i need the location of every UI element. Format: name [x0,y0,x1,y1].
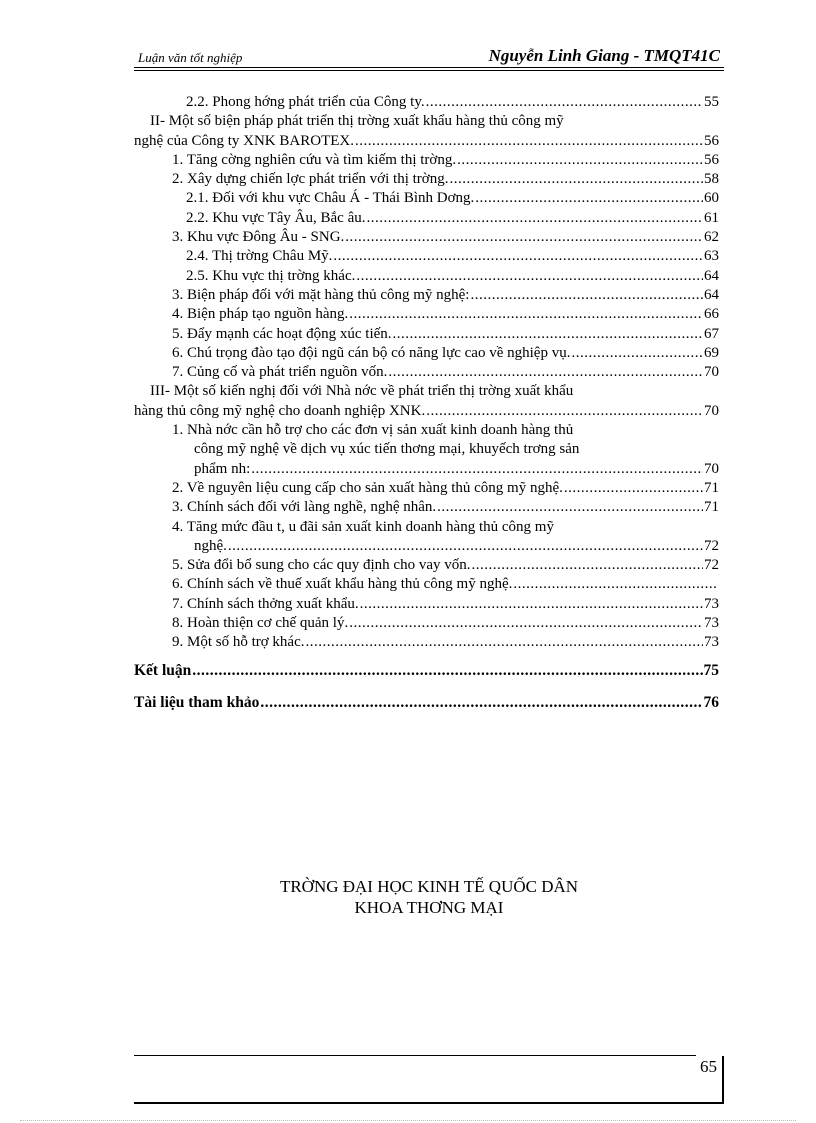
toc-entry-conclusion[interactable]: Kết luận ..... 75 [134,661,719,680]
toc-entry[interactable]: 8. Hoàn thiện cơ chế quản lý. ..... 73 [134,614,719,633]
toc-entry[interactable]: 2.5. Khu vực thị trờng khác. ..... 64 [134,267,719,286]
toc-entry[interactable]: 5. Đẩy mạnh các hoạt động xúc tiến. ..... 67 [134,325,719,344]
toc-entry[interactable]: 2.1. Đối với khu vực Châu Á - Thái Bình Dơng. ..... 60 [134,189,719,208]
toc-entry[interactable]: 2.2. Phong hớng phát triển của Công ty. ..... 55 [134,93,719,112]
toc-entry[interactable]: 6. Chú trọng đào tạo đội ngũ cán bộ có năng lực cao về nghiệp vụ. ..... 69 [134,344,719,363]
toc-entry[interactable]: 2. Xây dựng chiến lợc phát triển với thị trờng. ..... 58 [134,170,719,189]
toc-entry[interactable]: 4. Tăng mức đầu t, u đãi sản xuất kinh doanh hàng thủ công mỹ [172,518,554,535]
header-author: Nguyễn Linh Giang - TMQT41C [488,46,720,65]
toc-entry[interactable]: 2.2. Khu vực Tây Âu, Bắc âu. ..... 61 [134,209,719,228]
toc-entry[interactable]: 5. Sửa đổi bổ sung cho các quy định cho vay vốn. ..... 72 [134,556,719,575]
faculty-name: KHOA THƠNG MẠI [354,898,504,917]
toc-entry-references[interactable]: Tài liệu tham khảo ..... 76 [134,693,719,712]
toc-entry[interactable]: 2.4. Thị trờng Châu Mỹ. ..... 63 [134,247,719,266]
header-rule-double [134,70,724,71]
toc-entry[interactable]: hàng thủ công mỹ nghệ cho doanh nghiệp XNK. ..... 70 [134,402,719,421]
header-thesis-label: Luận văn tốt nghiệp [138,50,243,65]
toc-entry[interactable]: 6. Chính sách về thuế xuất khẩu hàng thủ công mỹ nghệ. ..... [134,575,719,594]
toc-entry[interactable]: 1. Tăng cờng nghiên cứu và tìm kiếm thị trờng. ..... 56 [134,151,719,170]
footer-side-rule [722,1056,724,1104]
toc-entry[interactable]: II- Một số biện pháp phát triển thị trờng xuất khẩu hàng thủ công mỹ [150,113,564,130]
university-name: TRỜNG ĐẠI HỌC KINH TẾ QUỐC DÂN [279,877,579,896]
footer-bottom-rule [134,1102,724,1104]
toc-entry[interactable]: III- Một số kiến nghị đối với Nhà nớc về phát triển thị trờng xuất khẩu [150,383,574,400]
toc-entry[interactable]: nghệ của Công ty XNK BAROTEX. ..... 56 [134,132,719,151]
toc-entry[interactable]: phẩm nh: ..... 70 [134,460,719,479]
toc-entry[interactable]: 3. Biện pháp đối với mặt hàng thủ công mỹ nghệ: ..... 64 [134,286,719,305]
footer-rule [134,1055,696,1056]
toc-entry[interactable]: 7. Chính sách thởng xuất khẩu. ..... 73 [134,595,719,614]
toc-entry[interactable]: 4. Biện pháp tạo nguồn hàng. ..... 66 [134,305,719,324]
toc-entry[interactable]: công mỹ nghệ về dịch vụ xúc tiến thơng mại, khuyếch trơng sản [194,441,580,458]
page-number: 65 [700,1057,717,1076]
header-rule [134,67,724,68]
table-of-contents [134,93,719,712]
page-edge [20,1120,796,1121]
toc-entry[interactable]: nghệ. ..... 72 [134,537,719,556]
toc-entry[interactable]: 7. Củng cố và phát triển nguồn vốn. ..... 70 [134,363,719,382]
page-header [134,48,724,70]
toc-entry[interactable]: 2. Về nguyên liệu cung cấp cho sản xuất hàng thủ công mỹ nghệ. ..... 71 [134,479,719,498]
toc-entry[interactable]: 1. Nhà nớc cần hỗ trợ cho các đơn vị sản xuất kinh doanh hàng thủ [172,422,574,439]
toc-entry[interactable]: 9. Một số hỗ trợ khác. ..... 73 [134,633,719,652]
toc-entry[interactable]: 3. Chính sách đối với làng nghề, nghệ nhân. ..... 71 [134,498,719,517]
toc-entry[interactable]: 3. Khu vực Đông Âu - SNG. ..... 62 [134,228,719,247]
